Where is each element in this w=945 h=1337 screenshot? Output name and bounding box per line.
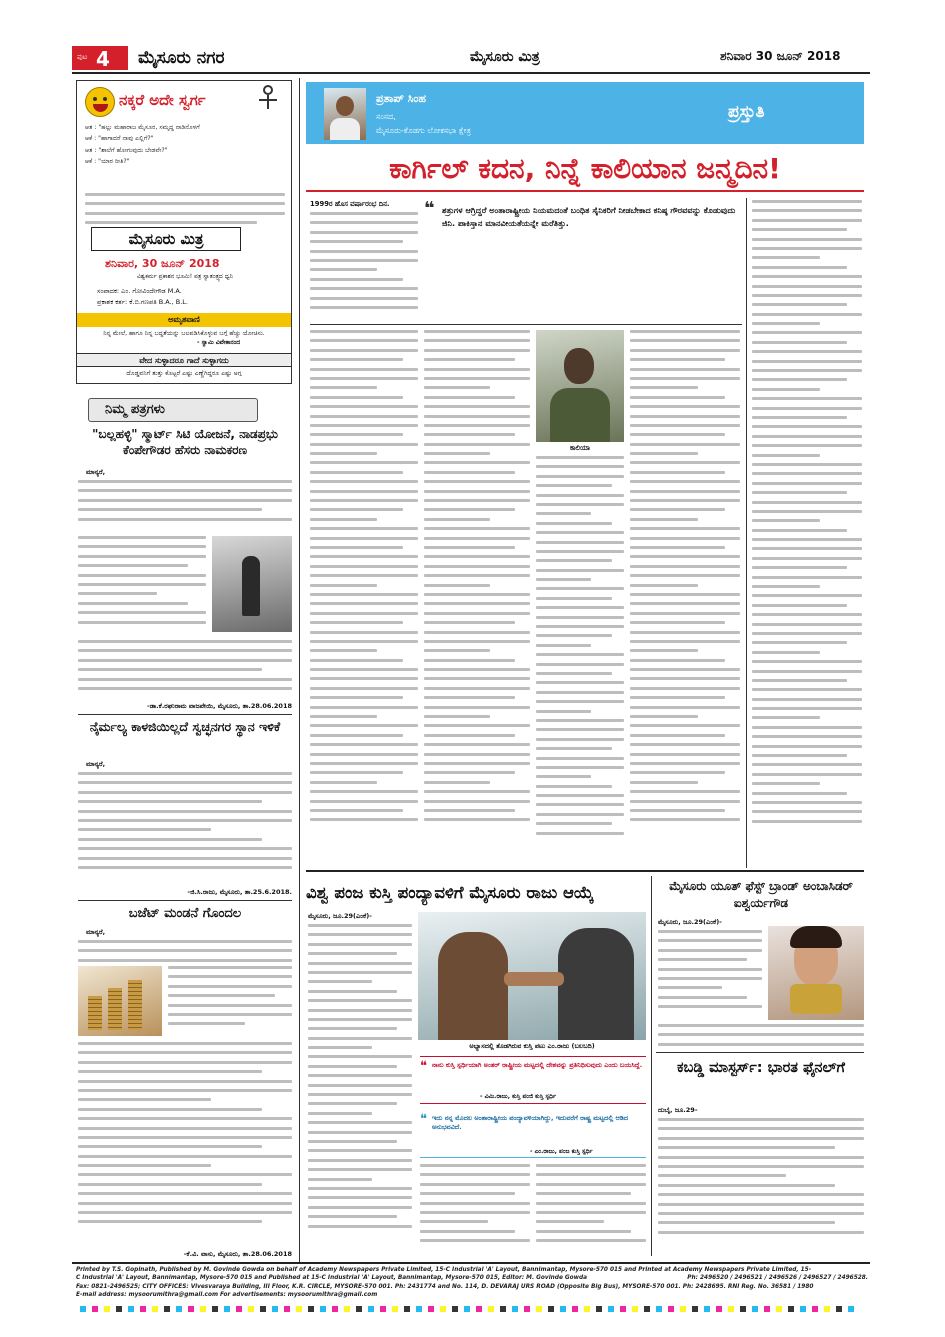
pullquote-rule bbox=[310, 324, 742, 325]
quote-icon: ❝ bbox=[420, 1112, 427, 1127]
footer-line-2 bbox=[76, 1274, 868, 1282]
letter-1-body bbox=[78, 480, 292, 530]
letter-3-body-cont bbox=[168, 966, 292, 1038]
quote-mark-icon: ❝ bbox=[424, 198, 435, 219]
color-registration-strip bbox=[80, 1306, 860, 1312]
joke-line: ಆತ : "ಶಾಲೆಗೆ ಹೋಗುವುದು ಬೇಡವೇ?" bbox=[85, 146, 168, 154]
column-header bbox=[306, 82, 864, 144]
letter-2-body bbox=[78, 772, 292, 884]
main-col4-body bbox=[752, 200, 862, 864]
sports-headline: ವಿಶ್ವ ಪಂಜ ಕುಸ್ತಿ ಪಂದ್ಯಾವಳಿಗೆ ಮೈಸೂರು ರಾಜು ಆಯ್ಕೆ bbox=[306, 883, 594, 902]
youth-fest-rule bbox=[656, 1052, 864, 1053]
joke-box bbox=[76, 80, 292, 384]
footer-phones: Ph: 2496520 / 2496521 / 2496526 / 2496527 / 2496528. bbox=[687, 1275, 868, 1282]
main-col1-body-2 bbox=[310, 330, 418, 864]
footer-line-4: E-mail address: mysoorumithra@gmail.com For advertisements: mysoorumithra@gmail.com bbox=[76, 1292, 378, 1299]
letter-1-salutation: ಮಾನ್ಯರೆ, bbox=[86, 468, 106, 476]
kabaddi-dateline: ದುಬೈ, ಜೂ.29- bbox=[658, 1106, 698, 1114]
paper-name-banner: ಮೈಸೂರು ಮಿತ್ರ bbox=[91, 227, 241, 251]
letter-3-headline: ಬಜೆಟ್ ಮಂಡನೆ ಗೊಂದಲ bbox=[128, 906, 242, 921]
paper-tagline: ವಿಶ್ವಕರ್ಮ ಪ್ರಕಾಶನ ಭೂಮಿ! ಪತ್ರ ಸ್ವಾತಂತ್ರ್ಯದ ಧ್ವನಿ bbox=[136, 273, 233, 280]
statue-photo bbox=[212, 536, 292, 632]
footer-rule bbox=[72, 1262, 870, 1264]
amrutavani-title: ಅಮೃತವಾಣಿ bbox=[77, 313, 291, 327]
letter-1-headline: "ಬಲ್ಲಹಳ್ಳಿ" ಸ್ಮಾರ್ಟ್ ಸಿಟಿ ಯೋಜನೆ, ನಾಡಪ್ರಭು ಕೆಂಪೇಗೌಡರ ಹೆಸರು ನಾಮಕರಣ bbox=[92, 427, 278, 457]
joke-box-title: ನಕ್ಕರೆ ಅದೇ ಸ್ವರ್ಗ bbox=[119, 91, 206, 109]
youth-fest-headline: ಮೈಸೂರು ಯೂತ್ ಫೆಸ್ಟ್ ಬ್ರಾಂಡ್ ಅಂಬಾಸಿಡರ್ ಐಶ್ವರ್ಯಗೌಡ bbox=[669, 879, 853, 910]
paper-editor: ಸಂಪಾದಕ: ಎಂ. ಗೋವಿಂದೇಗೌಡ M.A. bbox=[97, 287, 182, 295]
section-name: ಮೈಸೂರು ನಗರ bbox=[138, 48, 225, 68]
letter-2-headline: ನೈರ್ಮಲ್ಯ ಕಾಳಜಿಯಿಲ್ಲದೆ ಸ್ವಚ್ಛನಗರ ಸ್ಥಾನ ಇಳಿಕೆ bbox=[89, 719, 281, 734]
main-col3-body bbox=[536, 456, 624, 864]
amrutavani-text: ನಿನ್ನ ಮೇಲೆ, ಹಾಗೂ ನಿನ್ನ ಬದ್ಧತೆಯನ್ನು ಬಲಪಡಿಸಿಕೊಳ್ಳುವ ಬಗ್ಗೆ ಹೆಚ್ಚು ಯೋಚಿಸು. bbox=[103, 330, 265, 337]
ambassador-photo bbox=[768, 926, 864, 1020]
masthead-paper-name: ಮೈಸೂರು ಮಿತ್ರ bbox=[470, 49, 540, 65]
author-constituency: ಮೈಸೂರು-ಕೊಡಗು ಲೋಕಸಭಾ ಕ್ಷೇತ್ರ bbox=[376, 126, 471, 135]
joke-line: ಆಕೆ : "ಯಾರ ರೀತಿ?" bbox=[85, 158, 130, 166]
page-label: ಪುಟ bbox=[77, 53, 88, 61]
youth-fest-dateline: ಮೈಸೂರು, ಜೂ.29(ಎಂಕೆ)- bbox=[658, 918, 722, 926]
letter-3-signature: -ಕೆ.ವಿ. ವಾಸು, ಮೈಸೂರು, ತಾ.28.06.2018 bbox=[183, 1250, 292, 1258]
youth-fest-body bbox=[658, 930, 762, 1022]
soldier-photo-caption: ಕಾಲಿಯಾ bbox=[569, 444, 591, 452]
letter-1-body-end bbox=[78, 640, 292, 700]
proverb-title: ವೇದ ಸುಳ್ಳಾದರೂ ಗಾದೆ ಸುಳ್ಳಾಗದು bbox=[77, 353, 291, 367]
stick-figure-icon bbox=[257, 85, 279, 119]
sports-quote-1-text: ನಾನು ಕುಸ್ತಿ ಸ್ಪರ್ಧಿಯಾಗಿ ಅಂತರ್ ರಾಷ್ಟ್ರೀಯ ಮಟ್ಟದಲ್ಲಿ ದೇಶವನ್ನು ಪ್ರತಿನಿಧಿಸುವುದು ಎಂದು ಬಯಸಿದ್ದೆ. bbox=[432, 1061, 643, 1069]
main-col2-body bbox=[424, 330, 530, 864]
sports-col4-body bbox=[536, 1164, 646, 1250]
masthead-date: ಶನಿವಾರ 30 ಜೂನ್ 2018 bbox=[720, 49, 841, 63]
main-col1-body bbox=[310, 212, 418, 322]
sports-quote-2 bbox=[420, 1110, 646, 1158]
letters-section-banner bbox=[88, 398, 258, 422]
main-article-bottom-rule bbox=[306, 870, 864, 872]
quote-icon: ❝ bbox=[420, 1059, 427, 1074]
youth-fest-body-end bbox=[658, 1024, 864, 1050]
sports-quote-1 bbox=[420, 1056, 646, 1104]
footer-line-2-text: C Industrial 'A' Layout, Bannimantap, Mysore-570 015 and Published at 15-C Industrial 'A' Layout, Bannimantap, Mysore-570 015, Editor: M. Govinde Gowda bbox=[76, 1275, 588, 1282]
page-number-badge bbox=[72, 46, 128, 70]
letter-3-salutation: ಮಾನ್ಯರೆ, bbox=[86, 928, 106, 936]
sports-col3-body bbox=[420, 1164, 530, 1250]
armwrestling-photo bbox=[418, 912, 646, 1040]
kabaddi-headline: ಕಬಡ್ಡಿ ಮಾಸ್ಟರ್ಸ್: ಭಾರತ ಫೈನಲ್‌ಗೆ bbox=[677, 1060, 845, 1076]
letter-1-body-cont bbox=[78, 536, 206, 636]
author-role: ಸಂಸದ, bbox=[376, 112, 396, 121]
joke-line: ಆಕೆ : "ಹಾಗಾದರೆ ನಾವು ಎಲ್ಲಿಗೆ?" bbox=[85, 135, 154, 143]
sports-dateline: ಮೈಸೂರು, ಜೂ.29(ಎಂಕೆ)- bbox=[308, 912, 372, 920]
footer-imprint bbox=[76, 1266, 868, 1300]
letter-2-signature: -ಜಿ.ಸಿ.ರಾಜು, ಮೈಸೂರು, ತಾ.25.6.2018. bbox=[187, 888, 292, 896]
paper-publisher: ಪ್ರಕಾಶಕ ಕರ್ತ: ಕೆ.ಬಿ.ಗಣಪತಿ B.A., B.L. bbox=[97, 298, 188, 306]
kabaddi-body bbox=[658, 1118, 864, 1250]
sports-quote-2-text: ಇದು ನನ್ನ ಮೊದಲ ಅಂತಾರಾಷ್ಟ್ರೀಯ ಪಂದ್ಯಾವಳಿಯಾಗಿದ್ದು, ಇದುವರೆಗೆ ರಾಷ್ಟ್ರ ಮಟ್ಟದಲ್ಲಿ ಆಡಿದ ಅನುಭವವಿದೆ. bbox=[432, 1114, 629, 1131]
letter-1-signature: -ಡಾ.ಕೆ.ರಘುರಾಮ ವಾಜಪೇಯಿ, ಮೈಸೂರು, ತಾ.28.06.2018 bbox=[147, 702, 292, 710]
pullquote-box bbox=[424, 198, 742, 318]
footer-line-3: Fax: 0821-2496525; CITY OFFICES: Vivesvaraya Building, III Floor, K.R. CIRCLE, MYSORE-570 001. Ph: 2431774 and No. 114, D. DEVARAJ URS ROAD (Opposite Big Bus), MYSORE-570 001. Ph: 2428695. RNI Reg. No. 36581 / 1980 bbox=[76, 1283, 814, 1290]
letter-divider bbox=[78, 714, 292, 715]
main-col3b-body bbox=[630, 330, 740, 864]
masthead-rule bbox=[72, 72, 870, 74]
letters-section-title: ನಿಮ್ಮ ಪತ್ರಗಳು bbox=[105, 402, 165, 417]
main-headline: ಕಾರ್ಗಿಲ್ ಕದನ, ನಿನ್ನೆ ಕಾಲಿಯಾನ ಜನ್ಮದಿನ! bbox=[306, 148, 864, 192]
laugh-emoji-icon bbox=[85, 87, 115, 117]
letter-3-body bbox=[78, 940, 292, 964]
amrutavani-author: - ಸ್ವಾಮಿ ವಿವೇಕಾನಂದ bbox=[197, 339, 241, 346]
letter-2-salutation: ಮಾನ್ಯರೆ, bbox=[86, 760, 106, 768]
paper-box-date: ಶನಿವಾರ, 30 ಜೂನ್ 2018 bbox=[105, 257, 220, 270]
soldier-photo bbox=[536, 330, 624, 442]
proverb-text: ದೊಡ್ಡವನಿಗೆ ತುತ್ತು ಕೊಟ್ಟರೆ ಎಷ್ಟು ಎಣ್ಣೆಗಿದ್ದರೂ ಎಷ್ಟು ಅಗ್ಗ bbox=[126, 370, 242, 377]
left-column-divider bbox=[299, 78, 300, 1264]
main-col-divider bbox=[746, 198, 747, 868]
letter-divider bbox=[78, 900, 292, 901]
sports-quote-1-author: - ವಿಮಿ.ರಾಜು, ಕುಸ್ತಿ ಪಂಜಿ ಕುಸ್ತಿ ಸ್ಪರ್ಧಿ bbox=[480, 1093, 557, 1100]
letter-3-body-end bbox=[78, 1042, 292, 1246]
author-photo bbox=[324, 88, 366, 140]
sports-quote-2-author: - ಎಂ.ರಾಜು, ಪಂಜ ಕುಸ್ತಿ ಸ್ಪರ್ಧಿ bbox=[530, 1148, 593, 1155]
sports-right-divider bbox=[651, 876, 652, 1256]
column-name: ಪ್ರಸ್ತುತಿ bbox=[728, 102, 765, 122]
coins-photo bbox=[78, 966, 162, 1036]
footer-line-1: Printed by T.S. Gopinath, Published by M. Govinde Gowda on behalf of Academy Newspapers Private Limited, 15-C Industrial 'A' Layout, Bannimantap, Mysore-570 015 and Printed at Academy Newspapers Private Limited, 15- bbox=[76, 1267, 812, 1273]
page-number: 4 bbox=[96, 47, 110, 71]
author-name: ಪ್ರತಾಪ್ ಸಿಂಹ bbox=[376, 92, 427, 105]
sports-col1-body bbox=[308, 924, 412, 1250]
joke-line: ಆತ : "ಹಲ್ಲು ಮಹಾರಾಜ ಮೈಸೂರ, ಸಮೃದ್ಧ ನಾಡಿನೊಳಗೆ bbox=[85, 124, 200, 131]
armwrestling-caption: ಅಭ್ಯಾಸದಲ್ಲಿ ತೊಡಗಿರುವ ಕುಸ್ತಿ ಪಟು ಎಂ.ರಾಜು (ಬಲಬದಿ) bbox=[469, 1042, 595, 1050]
main-lead: 1999ರ ಹೊಸ ವರ್ಷಾರಂಭ ದಿನ. bbox=[310, 200, 390, 208]
pullquote-text: ಶತ್ರುಗಳ ಆಗ್ರಿದ್ದರೆ ಅಂತಾರಾಷ್ಟ್ರೀಯ ನಿಯಮದಂತೆ ಬಂಧಿತ ಸೈನಿಕರಿಗೆ ನೀಡಬೇಕಾದ ಕನಿಷ್ಠ ಗೌರವವನ್ನು ಕೊಡುವುದು ಜಿನಿ. ಪಾಕಿಸ್ತಾನ ಮಾನವೀಯತೆಯನ್ನೇ ಮರೆತಿತ್ತು. bbox=[442, 205, 736, 228]
